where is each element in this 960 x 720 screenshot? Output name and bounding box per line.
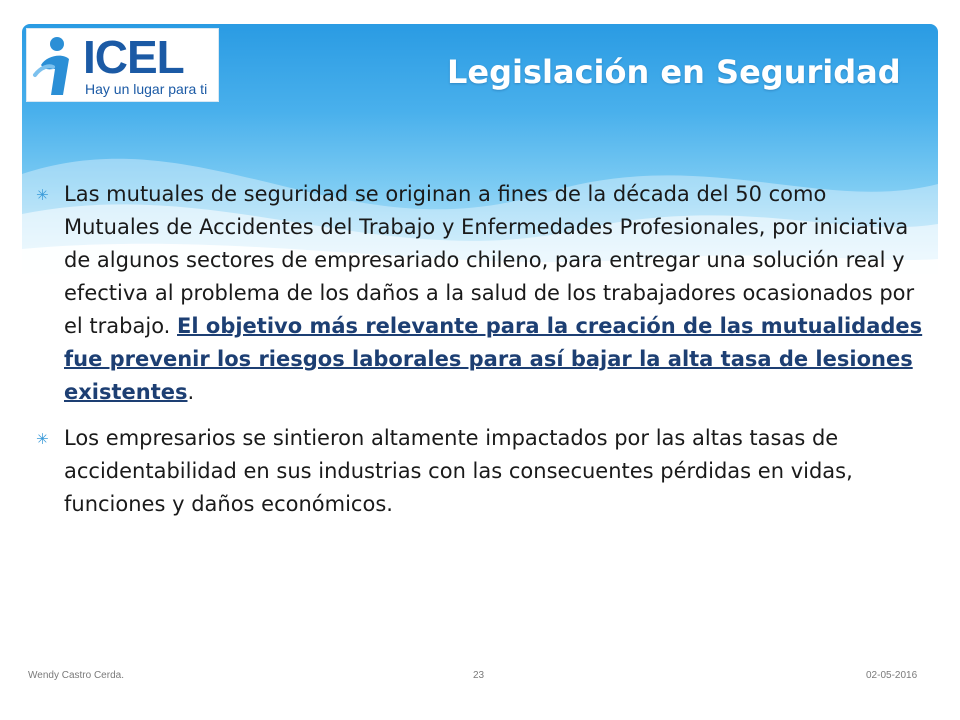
bullet-star-icon: ✳ <box>36 186 49 204</box>
footer-page-number: 23 <box>473 670 485 681</box>
bullet-item-2 <box>36 422 926 521</box>
bullet-1-emphasis: El objetivo más relevante para la creación de las mutualidades fue prevenir los riesgos laborales para así bajar la alta tasa de lesiones existentes <box>64 314 923 404</box>
logo-word: ICEL <box>83 31 184 83</box>
footer-date: 02-05-2016 <box>866 670 918 681</box>
logo-tagline: Hay un lugar para ti <box>85 81 208 97</box>
slide-title: Legislación en Seguridad <box>447 53 901 91</box>
bullet-1-text: Las mutuales de seguridad se originan a fines de la década del 50 como Mutuales de Accidentes del Trabajo y Enfermedades Profesionales, por iniciativa de algunos sectores de empresariado chileno, para entregar una solución real y efectiva al problema de los daños a la salud de los trabajadores ocasionados por el trabajo. <box>64 182 915 338</box>
bullet-2-text: Los empresarios se sintieron altamente impactados por las altas tasas de accidentabilidad en sus industrias con las consecuentes pérdidas en vidas, funciones y daños económicos. <box>64 426 853 516</box>
bullet-star-icon: ✳ <box>36 430 49 448</box>
bullet-item-1 <box>36 178 926 409</box>
bullet-1-end: . <box>187 380 195 404</box>
person-figure-icon <box>27 29 87 103</box>
slide-content <box>36 178 926 534</box>
icel-logo <box>26 28 219 102</box>
footer-author: Wendy Castro Cerda. <box>28 670 124 681</box>
